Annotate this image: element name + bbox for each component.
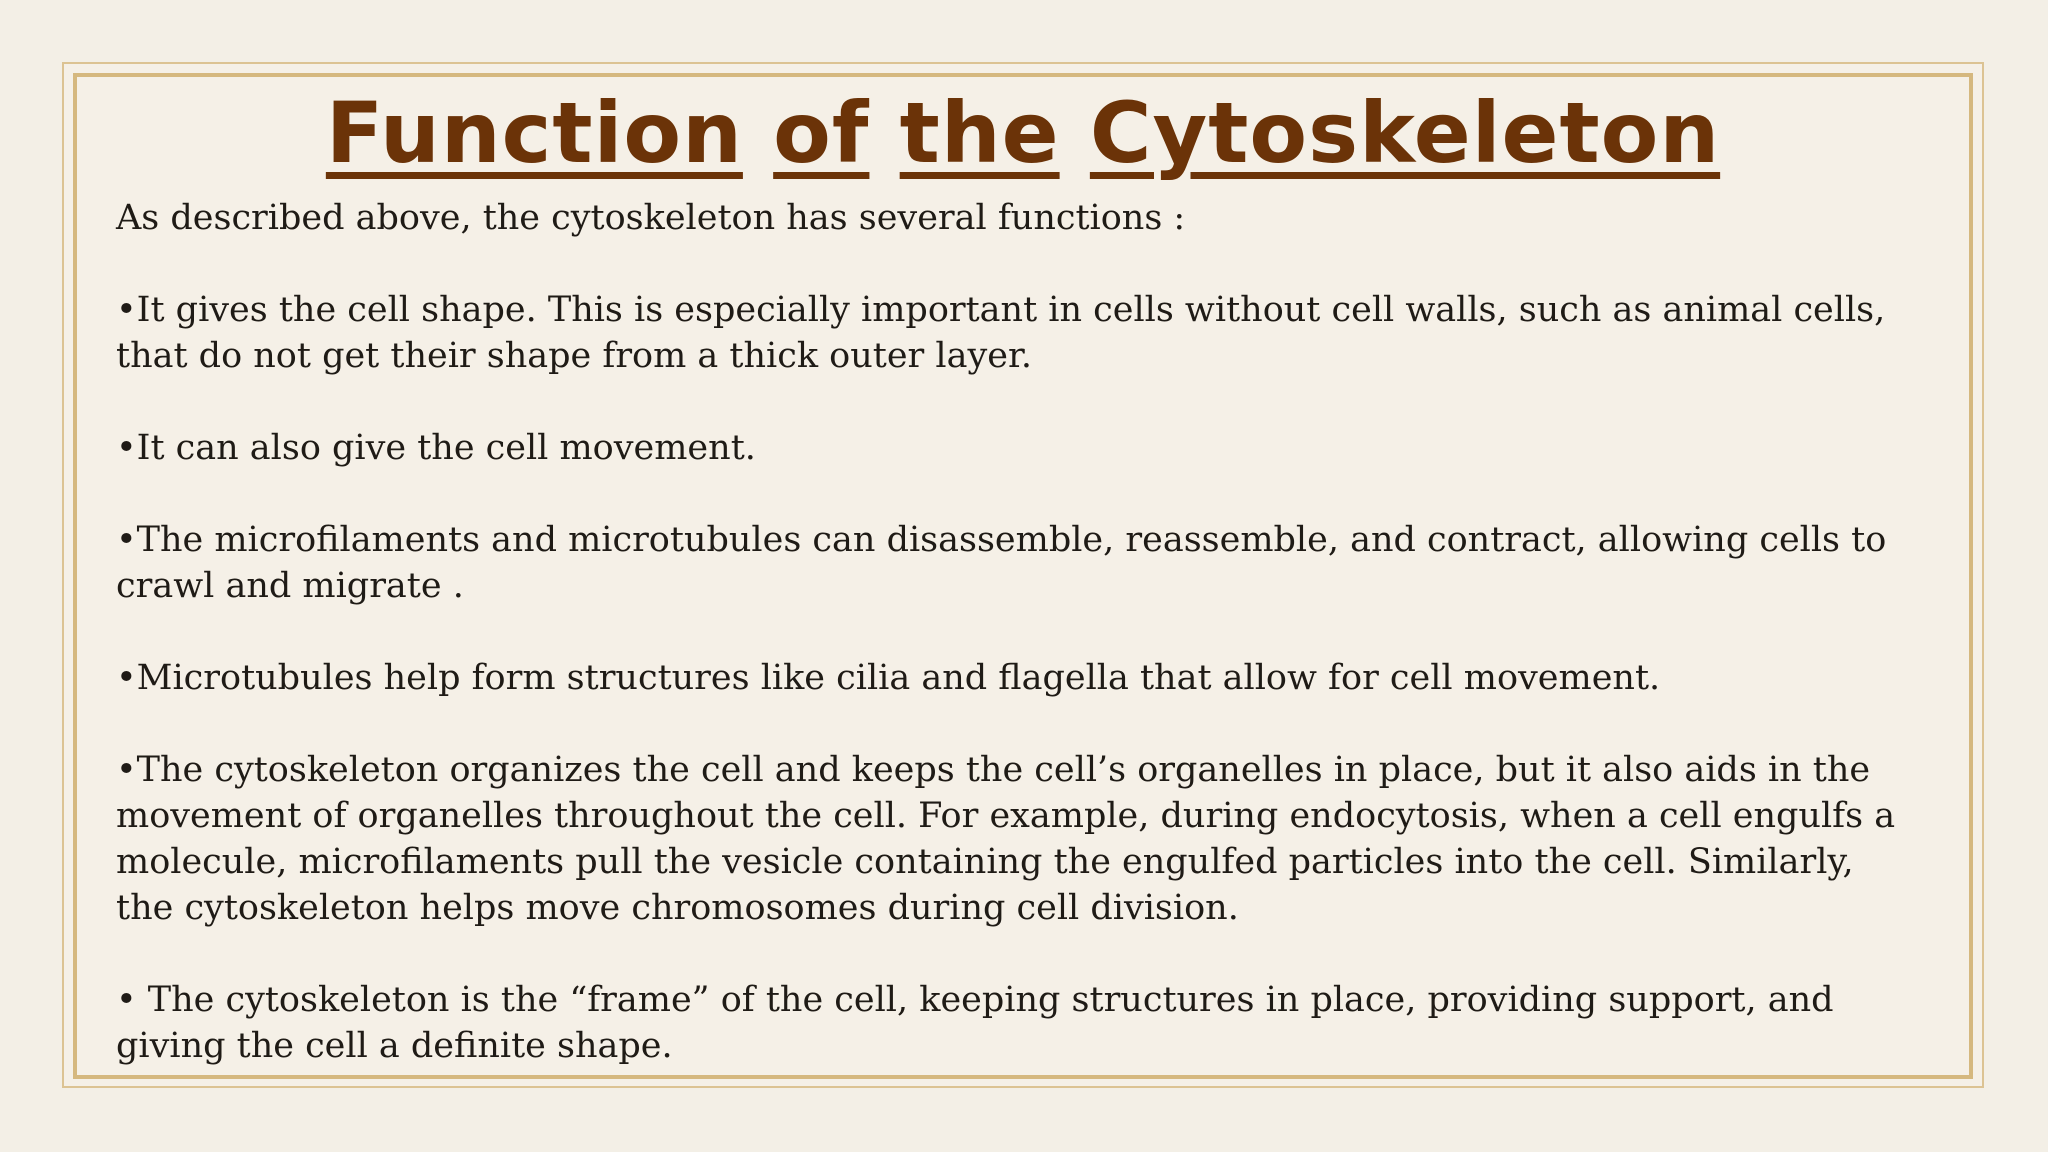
title-word: the bbox=[899, 84, 1060, 182]
paragraph-spacer bbox=[116, 931, 1916, 977]
bullet-point: •It gives the cell shape. This is especially important in cells without cell walls, such as animal cells, that do not get their shape from a thick outer layer. bbox=[116, 290, 1886, 376]
title-word: Function bbox=[325, 84, 743, 182]
bullet-point: •Microtubules help form structures like cilia and flagella that allow for cell movement. bbox=[116, 658, 1661, 698]
paragraph-spacer bbox=[116, 609, 1916, 655]
slide-body bbox=[116, 195, 1916, 1069]
paragraph-spacer bbox=[116, 471, 1916, 517]
title-word: of bbox=[773, 84, 870, 182]
bullet-point: •It can also give the cell movement. bbox=[116, 428, 756, 468]
intro-paragraph: As described above, the cytoskeleton has several functions : bbox=[116, 198, 1186, 238]
slide-title bbox=[73, 78, 1973, 188]
paragraph-spacer bbox=[116, 701, 1916, 747]
paragraph-spacer bbox=[116, 241, 1916, 287]
bullet-point: •The cytoskeleton organizes the cell and keeps the cell’s organelles in place, but it also aids in the movement of organelles throughout the cell. For example, during endocytosis, when a cell engulfs a molecule, microfilaments pull the vesicle containing the engulfed particles into the cell. Similarly, the cytoskeleton helps move chromosomes during cell division. bbox=[116, 750, 1896, 928]
bullet-point: •The microfilaments and microtubules can disassemble, reassemble, and contract, allowing cells to crawl and migrate . bbox=[116, 520, 1887, 606]
bullet-point: • The cytoskeleton is the “frame” of the cell, keeping structures in place, providing support, and giving the cell a definite shape. bbox=[116, 980, 1834, 1066]
paragraph-spacer bbox=[116, 379, 1916, 425]
title-word: Cytoskeleton bbox=[1089, 84, 1721, 182]
